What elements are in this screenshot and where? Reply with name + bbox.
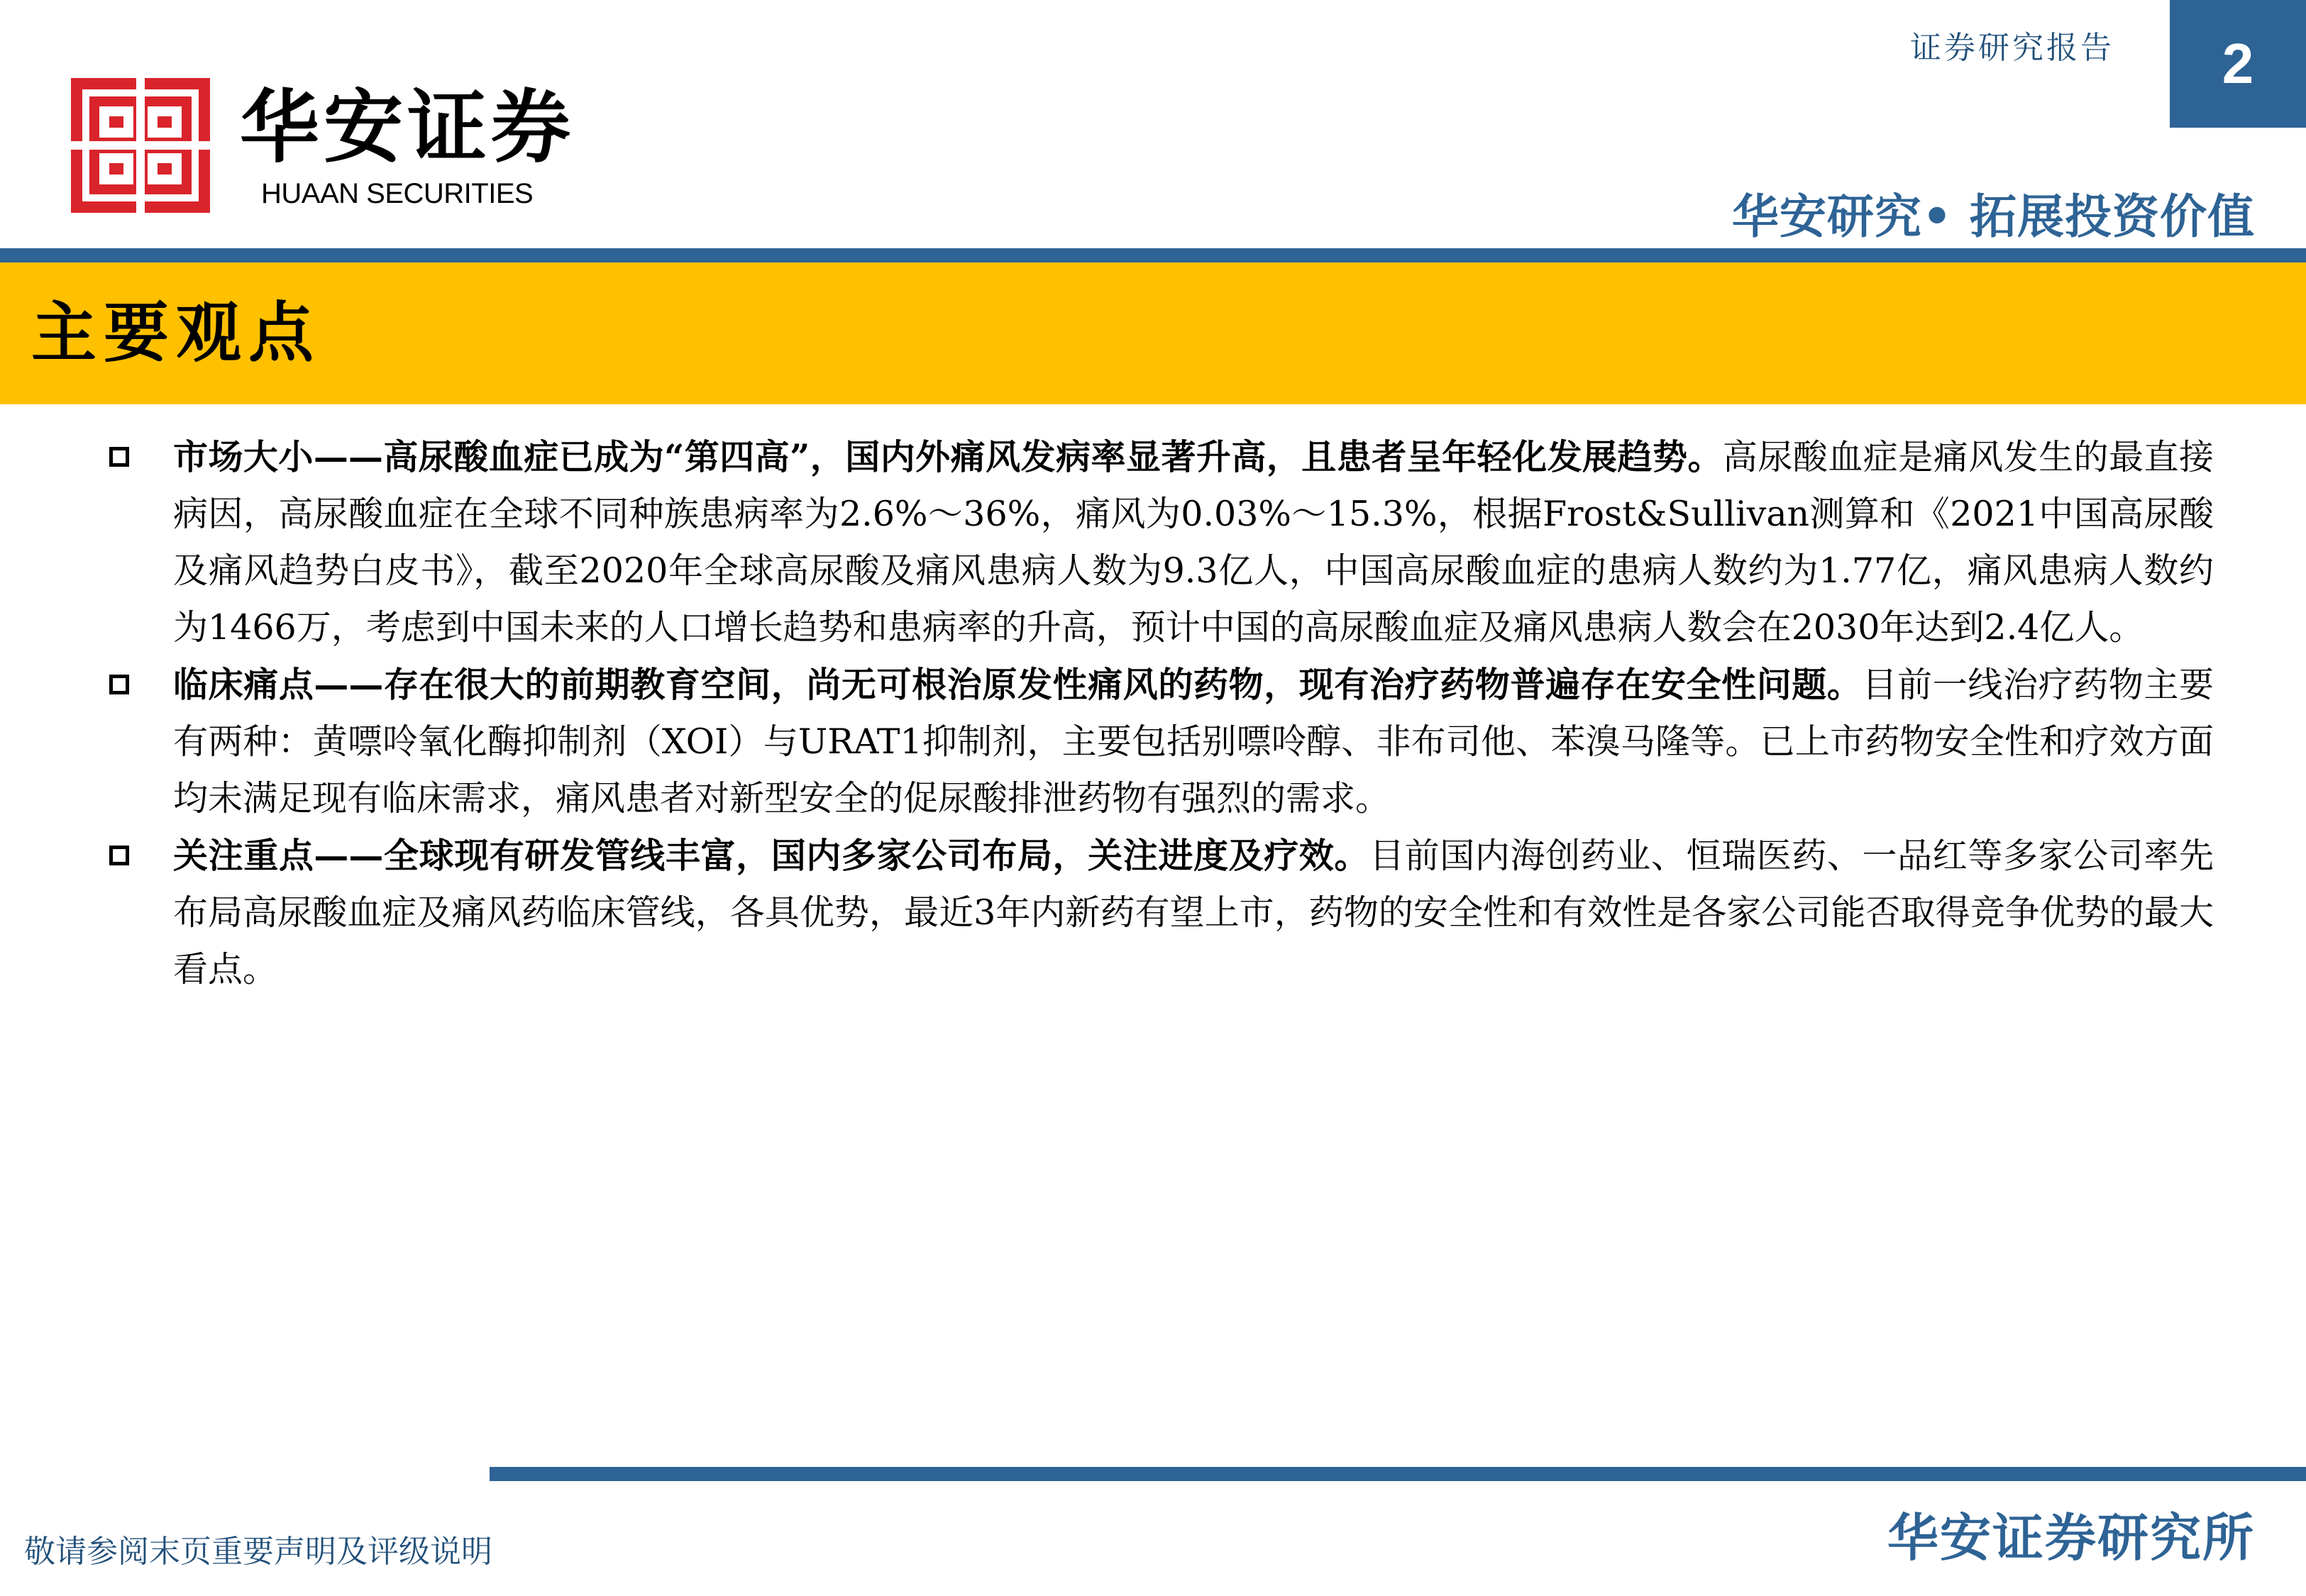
key-point-body: 目前国内海创药业、恒瑞医药、一品红等多家公司率先布局高尿酸血症及痛风药临床管线，各具优势，最近3年内新药有望上市，药物的安全性和有效性是各家公司能否取得竞争优势的最大看点。 [173,836,2214,990]
header-divider [0,248,2306,262]
key-point-body: 高尿酸血症是痛风发生的最直接病因，高尿酸血症在全球不同种族患病率为2.6%～36%，痛风为0.03%～15.3%，根据Frost&Sullivan测算和《2021中国高尿酸及痛风趋势白皮书》，截至2020年全球高尿酸及痛风患病人数为9.3亿人，中国高尿酸血症的患病人数约为1.77亿，痛风患病人数约为1466万，考虑到中国未来的人口增长趋势和患病率的升高，预计中国的高尿酸血症及痛风患病人数会在2030年达到2.4亿人。 [173,437,2214,648]
key-point-heading: 市场大小——高尿酸血症已成为“第四高”，国内外痛风发病率显著升高，且患者呈年轻化发展趋势。 [173,436,1723,477]
huaan-logo-icon [71,78,210,213]
header-slogan: 华安研究• 拓展投资价值 [1731,189,2255,244]
section-title: 主要观点 [31,295,321,371]
key-point-body: 目前一线治疗药物主要有两种：黄嘌呤氧化酶抑制剂（XOI）与URAT1抑制剂，主要包括别嘌呤醇、非布司他、苯溴马隆等。已上市药物安全性和疗效方面均未满足现有临床需求，痛风患者对新型安全的促尿酸排泄药物有强烈的需求。 [173,665,2214,819]
checkbox-bullet-icon [109,675,129,694]
checkbox-bullet-icon [109,447,129,467]
key-points-list [99,428,2214,998]
key-point-focus [99,827,2214,998]
checkbox-bullet-icon [109,846,129,865]
key-point-clinical-pain [99,656,2214,827]
key-point-heading: 临床痛点——存在很大的前期教育空间，尚无可根治原发性痛风的药物，现有治疗药物普遍存在安全性问题。 [173,664,1863,705]
logo-chinese-name: 华安证券 [240,81,575,174]
key-point-market-size [99,428,2214,656]
footer-divider [490,1467,2306,1481]
footer-institute-name: 华安证券研究所 [1887,1508,2255,1568]
page-number: 2 [2170,0,2306,128]
key-point-heading: 关注重点——全球现有研发管线丰富，国内多家公司布局，关注进度及疗效。 [173,835,1370,876]
logo-english-name: HUAAN SECURITIES [261,178,534,209]
report-type-label: 证券研究报告 [1910,30,2114,66]
footer-disclaimer: 敬请参阅末页重要声明及评级说明 [24,1534,492,1570]
section-title-bar [0,262,2306,404]
